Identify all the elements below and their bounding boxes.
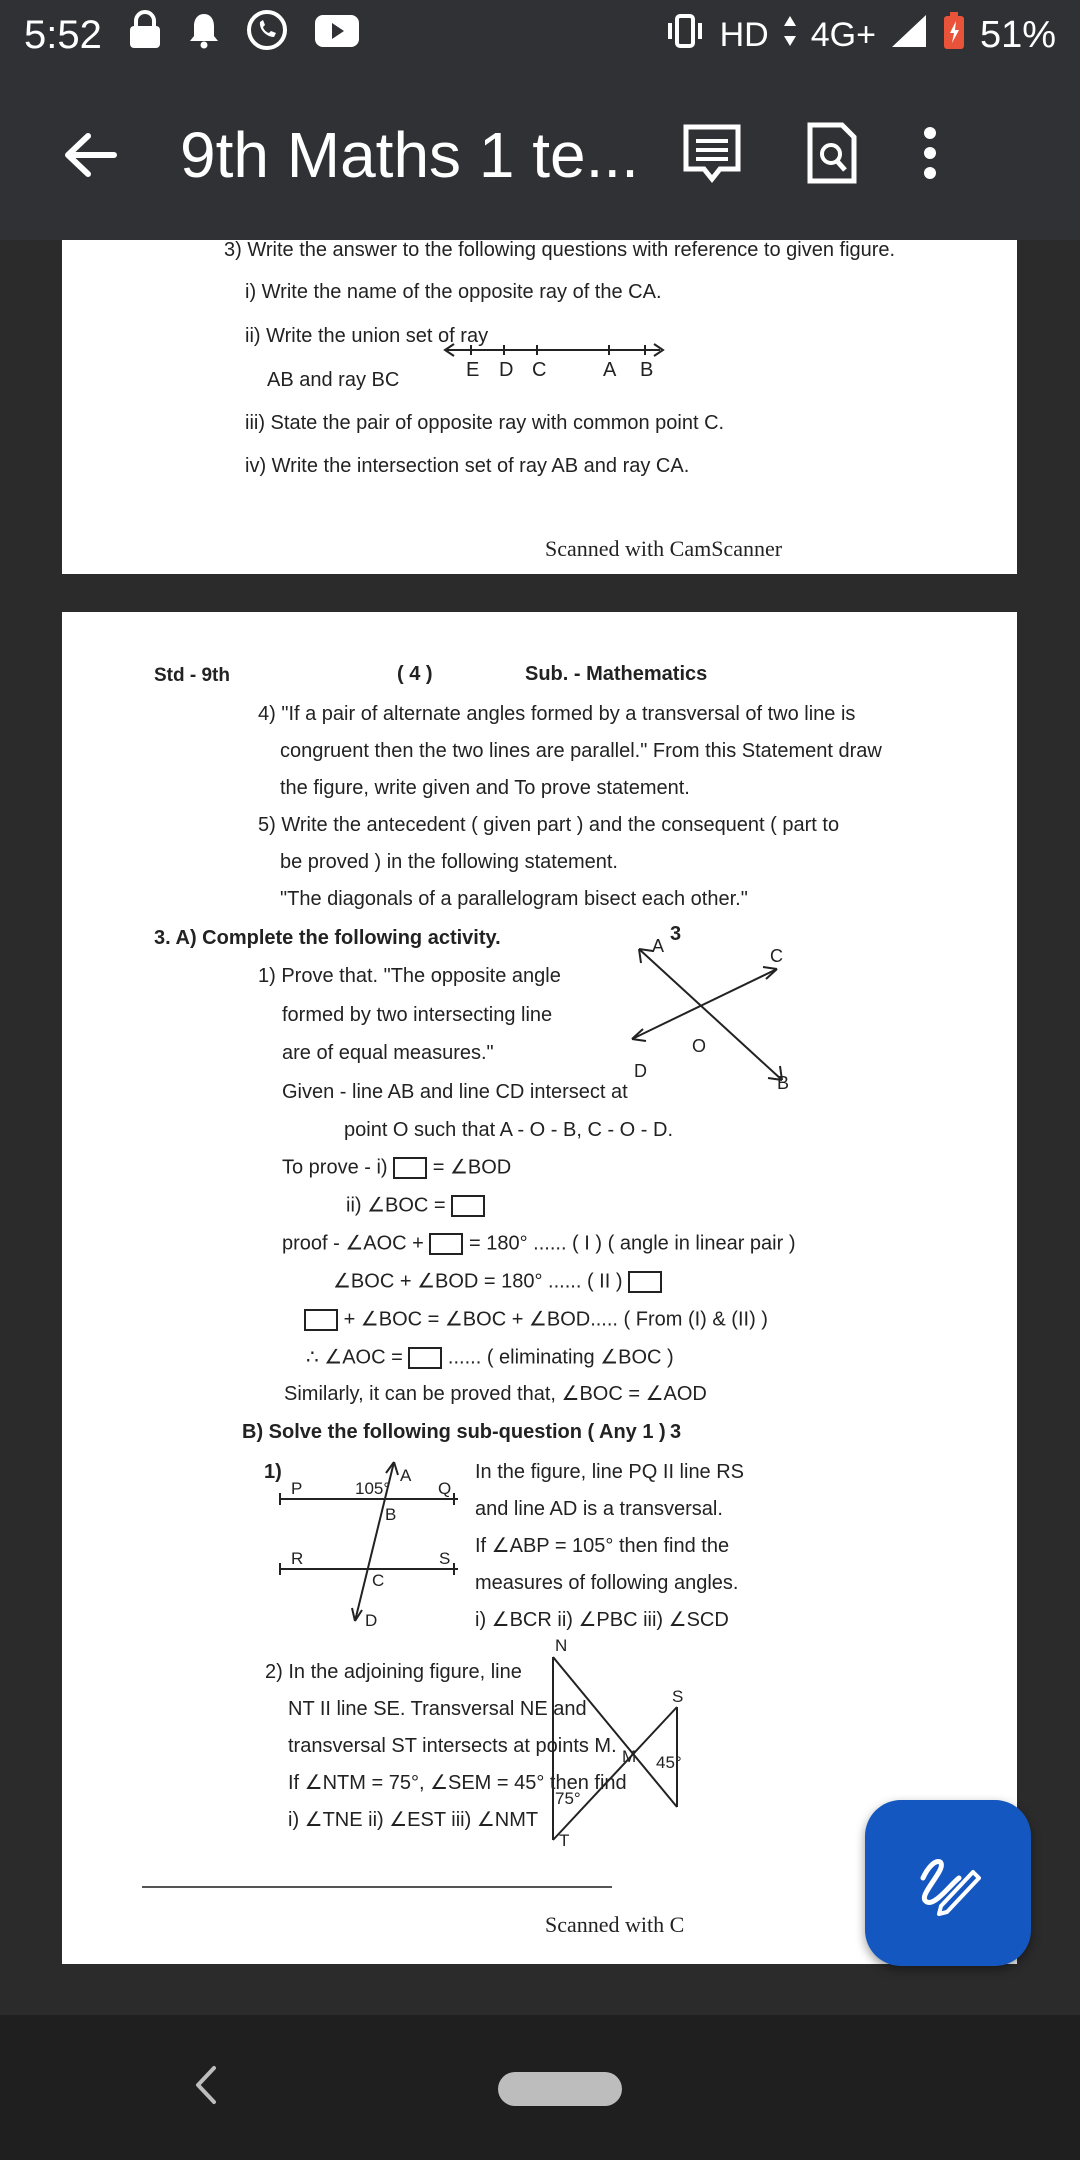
q3-part-ii-b: AB and ray BC — [267, 369, 400, 391]
proof-line-4-rhs: ...... ( eliminating ∠BOC ) — [447, 1346, 674, 1369]
section-3a-heading: 3. A) Complete the following activity. — [154, 927, 501, 949]
proof-line-3 — [304, 1309, 768, 1331]
proof-line-5: Similarly, it can be proved that, ∠BOC = ∠AOD — [284, 1383, 707, 1405]
answer-box[interactable] — [393, 1157, 427, 1179]
data-arrows-icon — [783, 14, 797, 57]
b2-line-2: NT II line SE. Transversal NE and — [288, 1698, 587, 1720]
answer-box[interactable] — [304, 1309, 338, 1331]
find-in-document-button[interactable] — [804, 121, 860, 190]
proof-line-2-text: ∠BOC + ∠BOD = 180° ...... ( II ) — [333, 1270, 623, 1293]
status-time: 5:52 — [24, 12, 102, 57]
fig3-label-n: N — [555, 1636, 568, 1655]
answer-box[interactable] — [451, 1195, 485, 1217]
proof-line-1 — [282, 1233, 795, 1255]
q5-line-2: be proved ) in the following statement. — [280, 851, 618, 873]
crossing-triangles-figure — [540, 1652, 690, 1852]
fig2-label-a: A — [400, 1466, 412, 1485]
to-prove-ii-label: ii) ∠BOC = — [346, 1194, 446, 1217]
more-options-button[interactable] — [920, 125, 940, 186]
status-bar — [0, 0, 1080, 70]
fig3-angle-ntm: 75° — [555, 1789, 581, 1808]
activity-1-line-3: are of equal measures." — [282, 1042, 494, 1064]
fig3-label-m: M — [622, 1747, 637, 1766]
section-3a-marks: 3 — [670, 923, 682, 945]
proof-line-2 — [333, 1271, 662, 1293]
q4-line-3: the figure, write given and To prove statement. — [280, 777, 690, 799]
document-viewer[interactable] — [0, 240, 1080, 2015]
fingerprint-lock-icon — [128, 10, 162, 60]
page-number: ( 4 ) — [397, 663, 433, 685]
document-title: 9th Maths 1 te... — [180, 119, 639, 191]
fig2-label-b: B — [385, 1505, 397, 1524]
fig2-label-s: S — [439, 1549, 451, 1568]
section-3b-heading: B) Solve the following sub-question ( Any 1 ) — [242, 1421, 666, 1443]
vibrate-icon — [664, 13, 706, 58]
fig1-label-o: O — [692, 1036, 707, 1056]
b2-line-4: If ∠NTM = 75°, ∠SEM = 45° then find — [288, 1772, 627, 1794]
b1-line-3: If ∠ABP = 105° then find the — [475, 1535, 730, 1557]
fig1-label-d: D — [634, 1061, 647, 1081]
q5-line-1: 5) Write the antecedent ( given part ) and the consequent ( part to — [258, 814, 840, 836]
to-prove-i-label: To prove - i) — [282, 1156, 388, 1179]
divider — [142, 1886, 612, 1888]
fig2-label-d: D — [365, 1611, 378, 1630]
activity-1-point: point O such that A - O - B, C - O - D. — [344, 1119, 673, 1141]
b2-line-5: i) ∠TNE ii) ∠EST iii) ∠NMT — [288, 1809, 539, 1831]
fig1-label-c: C — [770, 946, 783, 966]
line-label-a: A — [603, 359, 617, 381]
b2-line-3: transversal ST intersects at points M. — [288, 1735, 617, 1757]
q3-part-iii: iii) State the pair of opposite ray with common point C. — [245, 412, 725, 434]
b2-line-1: 2) In the adjoining figure, line — [265, 1661, 522, 1683]
q4-line-2: congruent then the two lines are parallel." From this Statement draw — [280, 740, 882, 762]
camscanner-watermark: Scanned with C — [545, 1912, 685, 1937]
fig2-label-c: C — [372, 1571, 385, 1590]
fig2-label-p: P — [291, 1479, 303, 1498]
to-prove-ii — [346, 1195, 485, 1217]
fig2-label-r: R — [291, 1549, 304, 1568]
q4-line-1: 4) "If a pair of alternate angles formed by a transversal of two line is — [258, 703, 856, 725]
b1-line-1: In the figure, line PQ II line RS — [475, 1461, 745, 1483]
activity-1-line-2: formed by two intersecting line — [282, 1004, 553, 1026]
more-vert-icon — [920, 125, 940, 181]
b1-line-2: and line AD is a transversal. — [475, 1498, 723, 1520]
page-header-std: Std - 9th — [154, 665, 230, 686]
line-label-b: B — [640, 359, 654, 381]
fig1-label-b: B — [777, 1073, 790, 1093]
line-label-e: E — [466, 359, 480, 381]
page-header-subject: Sub. - Mathematics — [525, 663, 708, 685]
fig3-angle-sem: 45° — [656, 1753, 682, 1772]
proof-line-4 — [306, 1347, 674, 1369]
youtube-icon — [314, 13, 360, 58]
answer-box[interactable] — [408, 1347, 442, 1369]
edit-fab-button[interactable] — [865, 1800, 1031, 1966]
back-button[interactable] — [40, 130, 140, 180]
activity-1-given: Given - line AB and line CD intersect at — [282, 1081, 628, 1103]
b1-line-4: measures of following angles. — [475, 1572, 739, 1594]
section-3b-marks: 3 — [670, 1421, 682, 1443]
whatsapp-icon — [246, 9, 288, 61]
camscanner-watermark: Scanned with CamScanner — [545, 536, 783, 561]
notification-bell-icon — [188, 11, 220, 59]
arrow-left-icon — [60, 130, 120, 180]
q3-heading: 3) Write the answer to the following questions with reference to given figure. — [224, 240, 896, 261]
comment-icon — [680, 121, 744, 185]
answer-box[interactable] — [429, 1233, 463, 1255]
fig2-angle-label: 105° — [355, 1479, 391, 1498]
b1-line-5: i) ∠BCR ii) ∠PBC iii) ∠SCD — [475, 1609, 729, 1631]
q5-line-3: "The diagonals of a parallelogram bisect each other." — [280, 888, 748, 910]
proof-line-4-lhs: ∴ ∠AOC = — [306, 1346, 403, 1369]
signal-strength-icon — [890, 13, 928, 58]
b1-number: 1) — [264, 1461, 282, 1483]
activity-1-line-1: 1) Prove that. "The opposite angle — [258, 965, 561, 987]
network-type: HD — [719, 15, 769, 54]
document-search-icon — [804, 121, 860, 185]
line-label-d: D — [499, 359, 514, 381]
signal-type: 4G+ — [810, 15, 876, 54]
draw-pen-icon — [913, 1848, 983, 1918]
document-page-1 — [62, 240, 1017, 574]
fig2-label-q: Q — [438, 1479, 452, 1498]
q3-part-ii-a: ii) Write the union set of ray — [245, 325, 489, 347]
proof-line-3-text: + ∠BOC = ∠BOC + ∠BOD..... ( From (I) & (II) ) — [343, 1308, 768, 1331]
battery-icon — [942, 11, 966, 60]
comment-button[interactable] — [680, 121, 744, 190]
q3-part-iv: iv) Write the intersection set of ray AB and ray CA. — [245, 455, 690, 477]
fig3-label-t: T — [559, 1831, 570, 1850]
answer-box[interactable] — [628, 1271, 662, 1293]
nav-back-button[interactable] — [190, 2060, 220, 2115]
fig3-label-s: S — [672, 1687, 684, 1706]
line-label-c: C — [532, 359, 547, 381]
app-bar — [0, 70, 1080, 240]
battery-percent: 51% — [979, 13, 1056, 56]
nav-home-pill[interactable] — [498, 2072, 622, 2106]
proof-line-1-lhs: proof - ∠AOC + — [282, 1232, 424, 1255]
to-prove-i-rhs: = ∠BOD — [432, 1156, 512, 1179]
q3-part-i: i) Write the name of the opposite ray of the CA. — [245, 281, 662, 303]
navigation-bar — [0, 2015, 1080, 2160]
proof-line-1-rhs: = 180° ...... ( I ) ( angle in linear pair ) — [469, 1232, 796, 1255]
chevron-left-icon — [190, 2060, 220, 2110]
to-prove-i — [282, 1157, 511, 1179]
document-page-2 — [62, 612, 1017, 1964]
fig1-label-a: A — [652, 936, 665, 956]
